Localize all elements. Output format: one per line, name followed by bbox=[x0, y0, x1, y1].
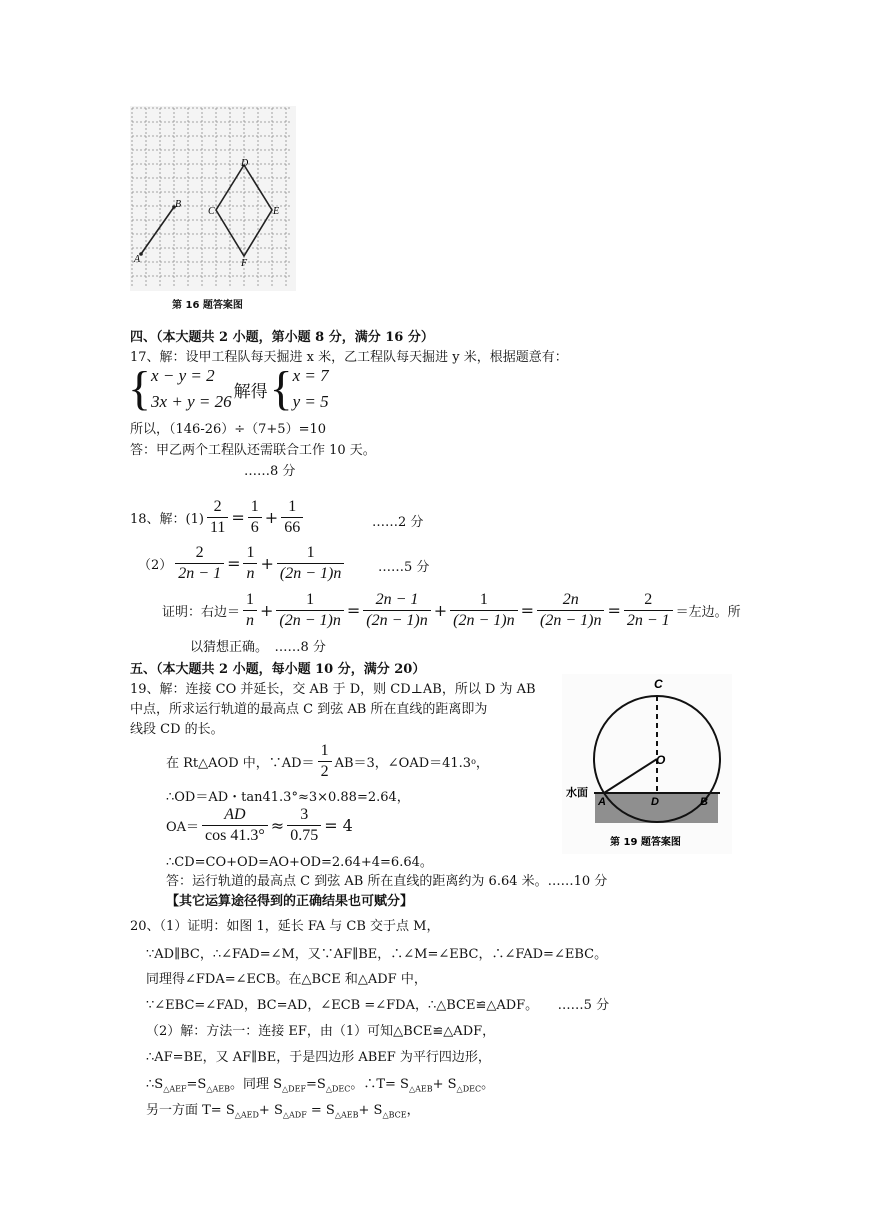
q19-line7: ∴CD=CO+OD=AO+OD=2.64+4=6.64。 bbox=[166, 855, 433, 870]
q17-system bbox=[128, 363, 329, 415]
equation-1: x − y = 2 bbox=[151, 366, 215, 385]
solution-2: y = 5 bbox=[292, 392, 329, 411]
q20-line8 bbox=[146, 1099, 420, 1120]
text: =S bbox=[186, 1077, 207, 1092]
fraction: $\frac{1}{n}$ bbox=[243, 543, 257, 584]
subscript: △BCE bbox=[382, 1110, 407, 1120]
q20-line4: ∵∠EBC=∠FAD，BC=AD，∠ECB =∠FDA，∴△BCE≌△ADF。 ……5 分 bbox=[146, 998, 610, 1013]
figure-16-grid bbox=[130, 106, 296, 291]
figure-16 bbox=[130, 106, 296, 318]
text: + S bbox=[358, 1103, 383, 1118]
fraction: $\frac{3}{0.75}$ bbox=[287, 805, 321, 846]
equals: = bbox=[231, 508, 245, 527]
q19-line9: 【其它运算途径得到的正确结果也可赋分】 bbox=[166, 894, 414, 909]
figure-19-diagram bbox=[562, 674, 732, 854]
figure-16-caption: 第 16 题答案图 bbox=[172, 300, 243, 311]
label-b: B bbox=[700, 796, 708, 808]
text: 在 Rt△AOD 中，∵AD＝ bbox=[166, 756, 315, 771]
equation-2: 3x + y = 26 bbox=[151, 392, 232, 411]
fraction: $\frac{2}{2n - 1}$ bbox=[624, 590, 673, 631]
q17-score: ……8 分 bbox=[244, 464, 296, 479]
q19-line8: 答：运行轨道的最高点 C 到弦 AB 所在直线的距离约为 6.64 米。……10 分 bbox=[166, 874, 608, 889]
text: =S bbox=[306, 1077, 326, 1092]
subscript: △AEF bbox=[163, 1084, 187, 1094]
subscript: △DEC bbox=[325, 1084, 351, 1094]
subscript: △AED bbox=[234, 1110, 259, 1120]
q17-intro: 17、解：设甲工程队每天掘进 x 米，乙工程队每天掘进 y 米，根据题意有： bbox=[130, 350, 568, 365]
point-label-e: E bbox=[273, 206, 280, 217]
fraction: $\frac{1}{(2n - 1)n}$ bbox=[277, 543, 344, 584]
plus: + bbox=[260, 554, 274, 573]
fraction: $\frac{1}{(2n - 1)n}$ bbox=[450, 590, 517, 631]
equals: = bbox=[346, 601, 361, 620]
text: = S bbox=[306, 1103, 335, 1118]
label-o: O bbox=[656, 753, 666, 767]
q18-proof-cont: 以猜想正确。 ……8 分 bbox=[190, 640, 326, 655]
point-label-f: F bbox=[241, 258, 248, 269]
text: ， bbox=[406, 1103, 420, 1118]
figure-19-caption: 第 19 题答案图 bbox=[610, 837, 681, 848]
q17-so-line: 所以，（146-26）÷（7+5）=10 bbox=[130, 422, 327, 437]
subscript: △AEB bbox=[408, 1084, 433, 1094]
q20-line3: 同理得∠FDA=∠ECB。在△BCE 和△ADF 中， bbox=[146, 972, 427, 987]
fraction: $\frac{1}{2}$ bbox=[318, 741, 332, 782]
label-a: A bbox=[598, 796, 606, 808]
plus: + bbox=[264, 508, 279, 527]
q19-line6 bbox=[166, 805, 353, 846]
fraction: $\frac{2}{2n - 1}$ bbox=[175, 543, 224, 584]
section-5-title: 五、（本大题共 2 小题，每小题 10 分，满分 20） bbox=[130, 662, 426, 677]
fraction: $\frac{1}{(2n - 1)n}$ bbox=[276, 590, 343, 631]
q18-score2: ……5 分 bbox=[378, 560, 430, 575]
fraction: $\frac{2n}{(2n - 1)n}$ bbox=[537, 590, 604, 631]
text: 。∴T= S bbox=[350, 1077, 409, 1092]
text: 另一方面 T= S bbox=[146, 1103, 235, 1118]
text: ， bbox=[475, 756, 489, 771]
subscript: △AEB bbox=[206, 1084, 230, 1094]
section-4-title: 四、（本大题共 2 小题，第小题 8 分，满分 16 分） bbox=[130, 330, 434, 345]
label-d: D bbox=[651, 796, 659, 808]
text: OA＝ bbox=[166, 820, 200, 835]
point-label-b: B bbox=[175, 199, 182, 210]
q19-line3: 线段 CD 的长。 bbox=[130, 722, 224, 737]
fraction: $\frac{1}{n}$ bbox=[243, 590, 257, 631]
left-brace: { bbox=[128, 362, 152, 415]
subscript: △AEB bbox=[334, 1110, 359, 1120]
approx: ≈ bbox=[270, 816, 285, 835]
left-brace-2: { bbox=[269, 362, 293, 415]
subscript: △DEC bbox=[456, 1084, 482, 1094]
text: + S bbox=[432, 1077, 457, 1092]
text: 。 bbox=[481, 1077, 495, 1092]
q20-line5: （2）解：方法一：连接 EF，由（1）可知△BCE≌△ADF， bbox=[146, 1024, 496, 1039]
equals: = bbox=[227, 554, 241, 573]
subscript: △ADF bbox=[282, 1110, 307, 1120]
q18-part2 bbox=[138, 543, 347, 584]
q18-proof bbox=[162, 590, 741, 631]
q18-part1 bbox=[130, 497, 306, 538]
q18-score1: ……2 分 bbox=[372, 515, 424, 530]
subscript: △DEF bbox=[282, 1084, 306, 1094]
fraction: $\frac{2}{11}$ bbox=[207, 497, 228, 538]
equals: = bbox=[520, 601, 534, 620]
equals: = bbox=[607, 601, 621, 620]
plus: + bbox=[260, 601, 274, 620]
q19-line4 bbox=[166, 741, 489, 782]
q20-line1: 20、（1）证明：如图 1，延长 FA 与 CB 交于点 M， bbox=[130, 919, 440, 934]
q19-line5: ∴OD＝AD・tan41.3°≈3×0.88=2.64， bbox=[166, 790, 410, 805]
fraction: $\frac{AD}{\cos 41.3^\circ}$ bbox=[202, 805, 268, 846]
fraction: $\frac{2n - 1}{(2n - 1)n}$ bbox=[363, 590, 430, 631]
text: 。同理 S bbox=[229, 1077, 283, 1092]
proof-label: 证明：右边＝ bbox=[162, 605, 241, 620]
point-label-a: A bbox=[134, 254, 141, 265]
solve-word: 解得 bbox=[233, 381, 268, 402]
plus: + bbox=[433, 601, 448, 620]
q19-line2: 中点，所求运行轨道的最高点 C 到弦 AB 所在直线的距离即为 bbox=[130, 702, 488, 717]
solution-1: x = 7 bbox=[292, 366, 329, 385]
q18-label2: （2） bbox=[138, 558, 173, 573]
text: ∴S bbox=[146, 1077, 164, 1092]
fraction: $\frac{1}{66}$ bbox=[281, 497, 303, 538]
proof-end: ＝左边。所 bbox=[675, 605, 741, 620]
q20-line2: ∵AD∥BC，∴∠FAD=∠M，又∵AF∥BE，∴∠M=∠EBC，∴∠FAD=∠EBC。 bbox=[146, 947, 608, 962]
water-label: 水面 bbox=[566, 786, 588, 799]
point-label-c: C bbox=[208, 206, 215, 217]
q19-line1: 19、解：连接 CO 并延长，交 AB 于 D，则 CD⊥AB，所以 D 为 AB bbox=[130, 682, 536, 697]
q17-answer: 答：甲乙两个工程队还需联合工作 10 天。 bbox=[130, 443, 376, 458]
point-label-d: D bbox=[241, 158, 249, 169]
figure-19 bbox=[562, 674, 732, 854]
q18-label1: 18、解：(1) bbox=[130, 512, 204, 527]
equation-system bbox=[151, 363, 232, 415]
q20-line6: ∴AF=BE，又 AF∥BE，于是四边形 ABEF 为平行四边形， bbox=[146, 1050, 491, 1065]
text: AB＝3，∠OAD＝41.3 bbox=[334, 756, 472, 771]
q20-line7 bbox=[146, 1073, 494, 1094]
solution-system bbox=[293, 363, 329, 415]
text: + S bbox=[258, 1103, 283, 1118]
text: = 4 bbox=[324, 816, 353, 835]
degree-mark: o bbox=[471, 757, 476, 766]
fraction: $\frac{1}{6}$ bbox=[248, 497, 262, 538]
label-c: C bbox=[654, 677, 663, 691]
